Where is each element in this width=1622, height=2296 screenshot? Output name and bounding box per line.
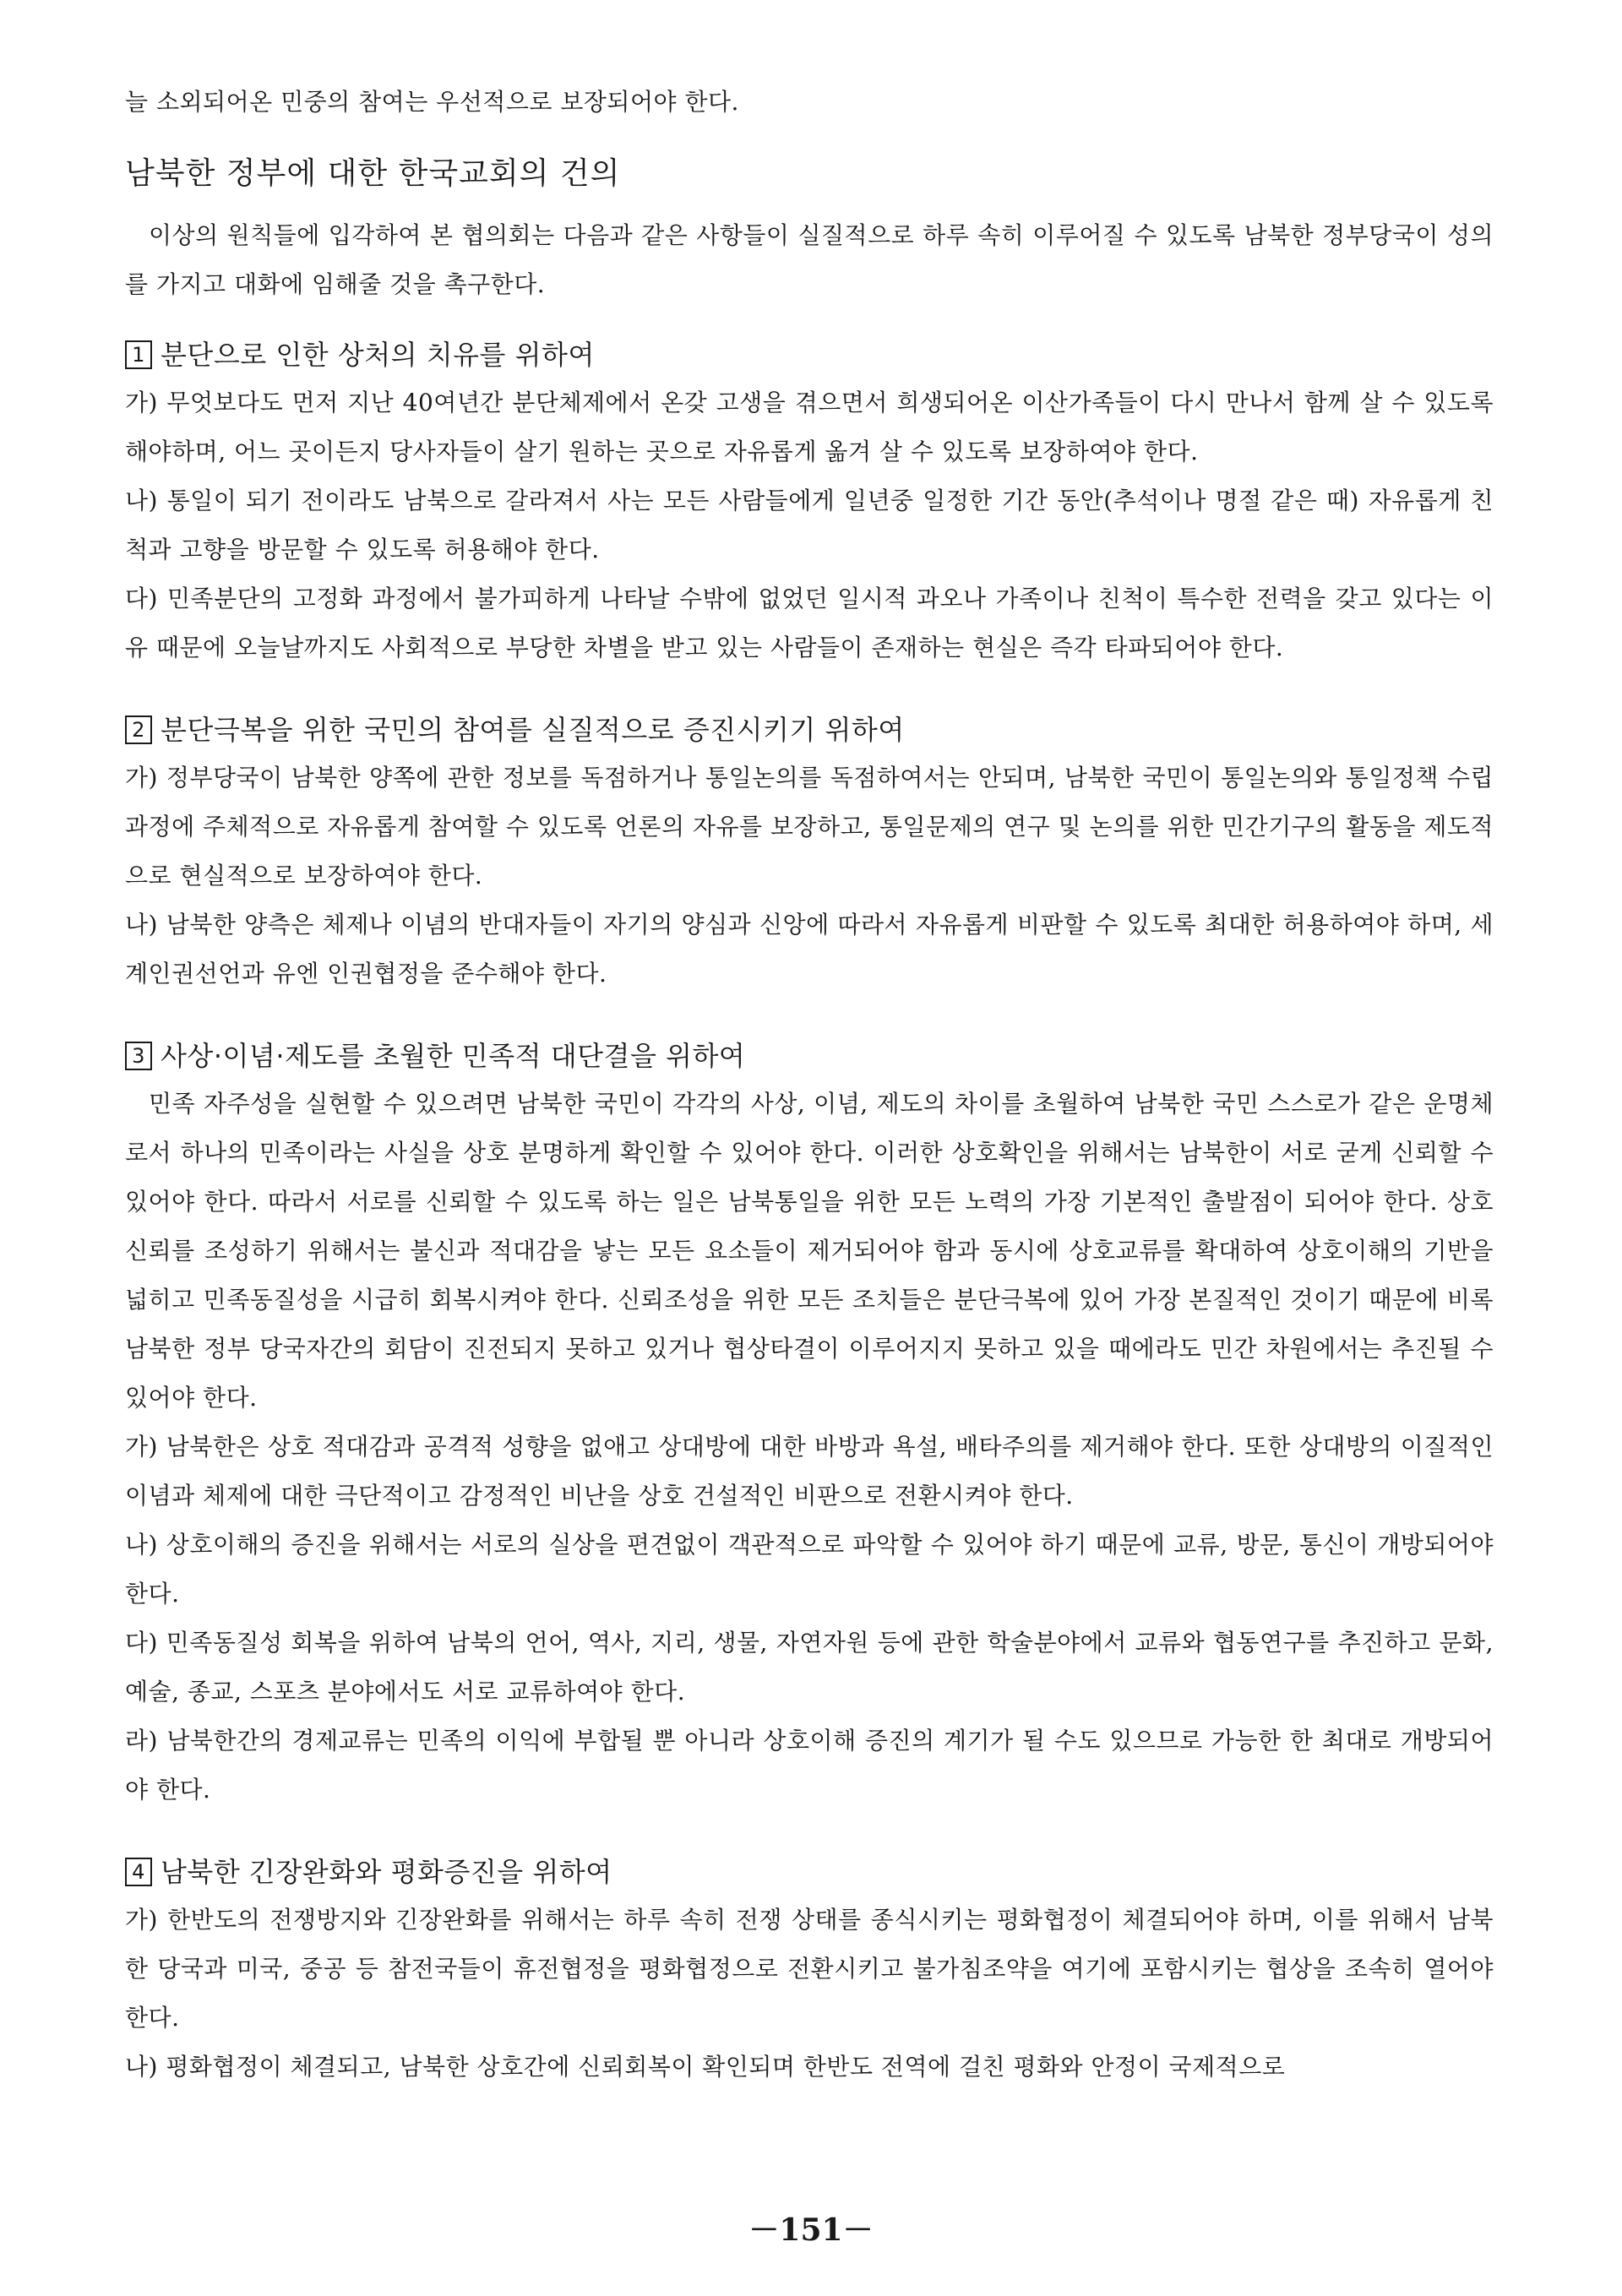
section-1-item-da: 다) 민족분단의 고정화 과정에서 불가피하게 나타날 수밖에 없었던 일시적 과오나 가족이나 친척이 특수한 전력을 갖고 있다는 이유 때문에 오늘날까지도 사회적으로 부당한 차별을 받고 있는 사람들이 존재하는 현실은 즉각 타파되어야 한다. xyxy=(125,585,1494,661)
section-1-item-na: 나) 통일이 되기 전이라도 남북으로 갈라져서 사는 모든 사람들에게 일년중 일정한 기간 동안(추석이나 명절 같은 때) 자유롭게 친척과 고향을 방문할 수 있도록 허용해야 한다. xyxy=(125,487,1494,563)
opening-line: 늘 소외되어온 민중의 참여는 우선적으로 보장되어야 한다. xyxy=(125,88,739,116)
section-4-number: 4 xyxy=(125,1858,152,1886)
intro-paragraph: 이상의 원칙들에 입각하여 본 협의회는 다음과 같은 사항들이 실질적으로 하루 속히 이루어질 수 있도록 남북한 정부당국이 성의를 가지고 대화에 임해줄 것을 촉구한다. xyxy=(125,221,1494,298)
section-2-title: 분단극복을 위한 국민의 참여를 실질적으로 증진시키기 위하여 xyxy=(161,714,905,746)
section-3-item-ra: 라) 남북한간의 경제교류는 민족의 이익에 부합될 뿐 아니라 상호이해 증진의 계기가 될 수도 있으므로 가능한 한 최대로 개방되어야 한다. xyxy=(125,1727,1494,1804)
section-3-item-da: 다) 민족동질성 회복을 위하여 남북의 언어, 역사, 지리, 생물, 자연자원 등에 관한 학술분야에서 교류와 협동연구를 추진하고 문화, 예술, 종교, 스포츠 분야에서도 서로 교류하여야 한다. xyxy=(125,1629,1494,1706)
section-3-title: 사상·이념·제도를 초월한 민족적 대단결을 위하여 xyxy=(161,1040,746,1072)
section-2-number: 2 xyxy=(125,715,152,744)
section-1-item-ga: 가) 무엇보다도 먼저 지난 40여년간 분단체제에서 온갖 고생을 겪으면서 희생되어온 이산가족들이 다시 만나서 함께 살 수 있도록 해야하며, 어느 곳이든지 당사자들이 살기 원하는 곳으로 자유롭게 옮겨 살 수 있도록 보장하여야 한다. xyxy=(125,389,1494,465)
section-2-item-ga: 가) 정부당국이 남북한 양쪽에 관한 정보를 독점하거나 통일논의를 독점하여서는 안되며, 남북한 국민이 통일논의와 통일정책 수립 과정에 주체적으로 자유롭게 참여할 수 있도록 언론의 자유를 보장하고, 통일문제의 연구 및 논의를 위한 민간기구의 활동을 제도적으로 현실적으로 보장하여야 한다. xyxy=(125,764,1494,890)
section-3-number: 3 xyxy=(125,1042,152,1070)
section-2-heading xyxy=(125,706,1494,754)
section-3-heading xyxy=(125,1032,1494,1080)
section-1-heading xyxy=(125,331,1494,378)
section-3-intro: 민족 자주성을 실현할 수 있으려면 남북한 국민이 각각의 사상, 이념, 제도의 차이를 초월하여 남북한 국민 스스로가 같은 운명체로서 하나의 민족이라는 사실을 상호 분명하게 확인할 수 있어야 한다. 이러한 상호확인을 위해서는 남북한이 서로 굳게 신뢰할 수 있어야 한다. 따라서 서로를 신뢰할 수 있도록 하는 일은 남북통일을 위한 모든 노력의 가장 기본적인 출발점이 되어야 한다. 상호신뢰를 조성하기 위해서는 불신과 적대감을 낳는 모든 요소들이 제거되어야 함과 동시에 상호교류를 확대하여 상호이해의 기반을 넓히고 민족동질성을 시급히 회복시켜야 한다. 신뢰조성을 위한 모든 조치들은 분단극복에 있어 가장 본질적인 것이기 때문에 비록 남북한 정부 당국자간의 회담이 진전되지 못하고 있거나 협상타결이 이루어지지 못하고 있을 때에라도 민간 차원에서는 추진될 수 있어야 한다. xyxy=(125,1090,1494,1412)
section-3-item-ga: 가) 남북한은 상호 적대감과 공격적 성향을 없애고 상대방에 대한 바방과 욕설, 배타주의를 제거해야 한다. 또한 상대방의 이질적인 이념과 체제에 대한 극단적이고 감정적인 비난을 상호 건설적인 비판으로 전환시켜야 한다. xyxy=(125,1433,1494,1510)
section-1-number: 1 xyxy=(125,340,152,369)
section-1-title: 분단으로 인한 상처의 치유를 위하여 xyxy=(161,339,595,371)
page-number: －151－ xyxy=(748,2212,874,2248)
section-4-heading xyxy=(125,1848,1494,1896)
section-4-title: 남북한 긴장완화와 평화증진을 위하여 xyxy=(161,1856,612,1888)
section-2-item-na: 나) 남북한 양측은 체제나 이념의 반대자들이 자기의 양심과 신앙에 따라서 자유롭게 비판할 수 있도록 최대한 허용하여야 하며, 세계인권선언과 유엔 인권협정을 준수해야 한다. xyxy=(125,911,1494,987)
section-3-item-na: 나) 상호이해의 증진을 위해서는 서로의 실상을 편견없이 객관적으로 파악할 수 있어야 하기 때문에 교류, 방문, 통신이 개방되어야 한다. xyxy=(125,1531,1494,1608)
document-page xyxy=(125,78,1494,2092)
section-4-item-ga: 가) 한반도의 전쟁방지와 긴장완화를 위해서는 하루 속히 전쟁 상태를 종식시키는 평화협정이 체결되어야 하며, 이를 위해서 남북한 당국과 미국, 중공 등 참전국들이 휴전협정을 평화협정으로 전환시키고 불가침조약을 여기에 포함시키는 협상을 조속히 열어야 한다. xyxy=(125,1906,1494,2032)
section-4-item-na: 나) 평화협정이 체결되고, 남북한 상호간에 신뢰회복이 확인되며 한반도 전역에 걸친 평화와 안정이 국제적으로 xyxy=(125,2053,1286,2081)
main-heading: 남북한 정부에 대한 한국교회의 건의 xyxy=(125,156,621,191)
